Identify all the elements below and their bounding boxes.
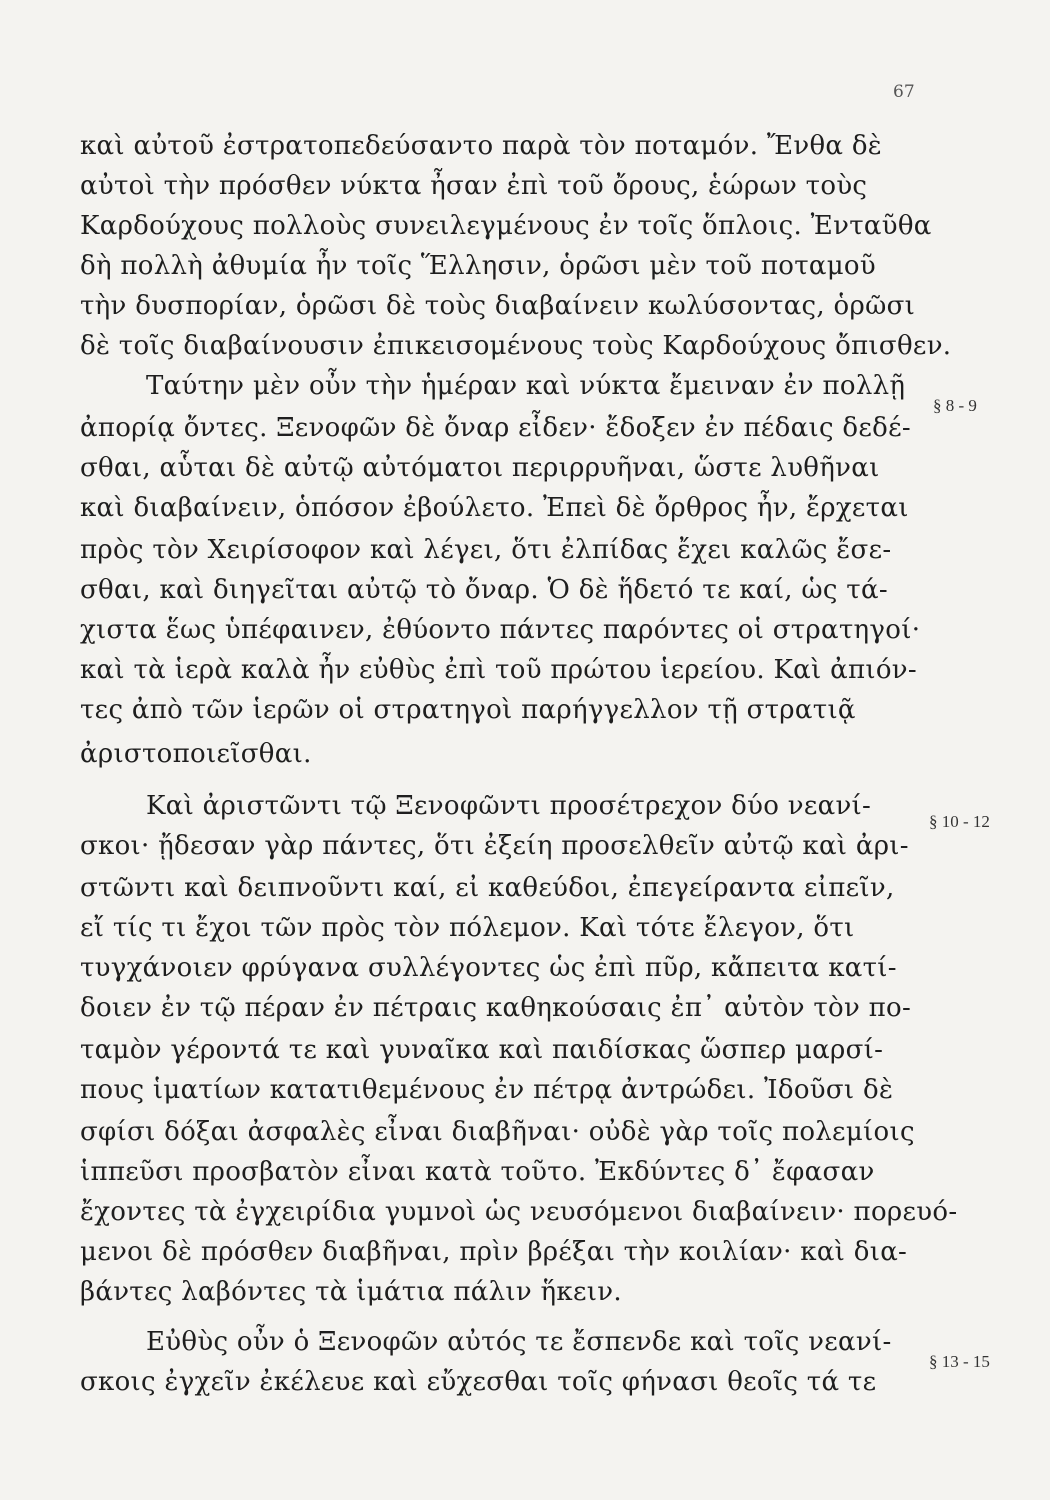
text-line: ἀπορίᾳ ὄντες. Ξενοφῶν δὲ ὄναρ εἶδεν· ἔδοξεν ἐν πέδαις δεδέ- — [80, 413, 911, 443]
text-line: καὶ αὐτοῦ ἐστρατοπεδεύσαντο παρὰ τὸν ποταμόν. Ἔνθα δὲ — [80, 131, 883, 161]
text-line: Ταύτην μὲν οὖν τὴν ἡμέραν καὶ νύκτα ἔμειναν ἐν πολλῇ — [146, 371, 906, 401]
text-line: ἀριστοποιεῖσθαι. — [80, 739, 312, 769]
text-line: ταμὸν γέροντά τε καὶ γυναῖκα καὶ παιδίσκας ὥσπερ μαρσί- — [80, 1035, 884, 1065]
section-sidenote: § 8 - 9 — [933, 396, 977, 415]
text-line: ἔχοντες τὰ ἐγχειρίδια γυμνοὶ ὡς νευσόμενοι διαβαίνειν· πορευό- — [80, 1197, 958, 1227]
page-number: 67 — [893, 82, 915, 102]
text-line: τὴν δυσπορίαν, ὁρῶσι δὲ τοὺς διαβαίνειν κωλύσοντας, ὁρῶσι — [80, 291, 916, 321]
text-line: καὶ διαβαίνειν, ὁπόσον ἐβούλετο. Ἐπεὶ δὲ ὄρθρος ἦν, ἔρχεται — [80, 493, 909, 523]
text-line: βάντες λαβόντες τὰ ἱμάτια πάλιν ἥκειν. — [80, 1277, 622, 1307]
text-line: σκοι· ᾔδεσαν γὰρ πάντες, ὅτι ἐξείη προσελθεῖν αὐτῷ καὶ ἀρι- — [80, 831, 909, 861]
text-line: στῶντι καὶ δειπνοῦντι καί, εἰ καθεύδοι, ἐπεγείραντα εἰπεῖν, — [80, 873, 895, 903]
text-line: Καὶ ἀριστῶντι τῷ Ξενοφῶντι προσέτρεχον δύο νεανί- — [146, 791, 872, 821]
text-line: μενοι δὲ πρόσθεν διαβῆναι, πρὶν βρέξαι τὴν κοιλίαν· καὶ δια- — [80, 1237, 908, 1267]
text-line: σθαι, αὗται δὲ αὐτῷ αὐτόματοι περιρρυῆναι, ὥστε λυθῆναι — [80, 453, 880, 483]
text-line: δὲ τοῖς διαβαίνουσιν ἐπικεισομένους τοὺς Καρδούχους ὄπισθεν. — [80, 331, 952, 361]
section-sidenote: § 10 - 12 — [929, 812, 990, 831]
text-line: σφίσι δόξαι ἀσφαλὲς εἶναι διαβῆναι· οὐδὲ γὰρ τοῖς πολεμίοις — [80, 1117, 915, 1147]
section-sidenote: § 13 - 15 — [929, 1352, 990, 1371]
text-line: Καρδούχους πολλοὺς συνειλεγμένους ἐν τοῖς ὅπλοις. Ἐνταῦθα — [80, 211, 932, 241]
text-line: ἱππεῦσι προσβατὸν εἶναι κατὰ τοῦτο. Ἐκδύντες δ᾽ ἔφασαν — [80, 1157, 875, 1187]
text-line: τες ἀπὸ τῶν ἱερῶν οἱ στρατηγοὶ παρήγγελλον τῇ στρατιᾷ — [80, 695, 856, 725]
text-line: πους ἱματίων κατατιθεμένους ἐν πέτρᾳ ἀντρώδει. Ἰδοῦσι δὲ — [80, 1075, 894, 1105]
text-line: τυγχάνοιεν φρύγανα συλλέγοντες ὡς ἐπὶ πῦρ, κἄπειτα κατί- — [80, 953, 897, 983]
text-line: Εὐθὺς οὖν ὁ Ξενοφῶν αὐτός τε ἔσπενδε καὶ τοῖς νεανί- — [146, 1327, 892, 1357]
text-line: δὴ πολλὴ ἀθυμία ἦν τοῖς Ἕλλησιν, ὁρῶσι μὲν τοῦ ποταμοῦ — [80, 251, 876, 281]
text-line: σθαι, καὶ διηγεῖται αὐτῷ τὸ ὄναρ. Ὁ δὲ ἥδετό τε καί, ὡς τά- — [80, 575, 888, 605]
text-line: καὶ τὰ ἱερὰ καλὰ ἦν εὐθὺς ἐπὶ τοῦ πρώτου ἱερείου. Καὶ ἀπιόν- — [80, 655, 917, 685]
text-line: αὐτοὶ τὴν πρόσθεν νύκτα ἦσαν ἐπὶ τοῦ ὄρους, ἑώρων τοὺς — [80, 171, 868, 201]
text-line: εἴ τίς τι ἔχοι τῶν πρὸς τὸν πόλεμον. Καὶ τότε ἔλεγον, ὅτι — [80, 913, 855, 943]
text-line: χιστα ἕως ὑπέφαινεν, ἐθύοντο πάντες παρόντες οἱ στρατηγοί· — [80, 615, 921, 645]
text-line: δοιεν ἐν τῷ πέραν ἐν πέτραις καθηκούσαις ἐπ᾽ αὐτὸν τὸν πο- — [80, 993, 912, 1023]
text-line: σκοις ἐγχεῖν ἐκέλευε καὶ εὔχεσθαι τοῖς φήνασι θεοῖς τά τε — [80, 1367, 877, 1397]
text-line: πρὸς τὸν Χειρίσοφον καὶ λέγει, ὅτι ἐλπίδας ἔχει καλῶς ἔσε- — [80, 535, 892, 565]
